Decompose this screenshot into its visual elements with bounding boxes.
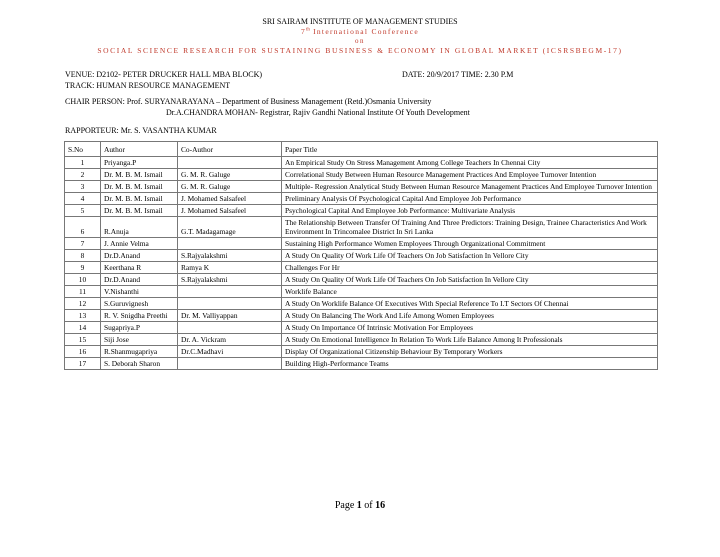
page-footer — [0, 500, 720, 511]
cell-paper-title: Display Of Organizational Citizenship Behaviour By Temporary Workers — [282, 346, 658, 358]
cell-sno: 17 — [65, 358, 101, 370]
cell-sno: 11 — [65, 286, 101, 298]
table-header-row — [65, 142, 658, 157]
cell-paper-title: Correlational Study Between Human Resource Management Practices And Employee Turnover Intention — [282, 169, 658, 181]
cell-sno: 10 — [65, 274, 101, 286]
page-word: Page — [334, 500, 355, 511]
papers-table — [64, 141, 658, 370]
cell-sno: 9 — [65, 262, 101, 274]
chair-person-line-2: Dr.A.CHANDRA MOHAN- Registrar, Rajiv Gandhi National Institute Of Youth Development — [166, 108, 470, 117]
cell-author: Dr. M. B. M. Ismail — [101, 193, 178, 205]
cell-coauthor: G. M. R. Galuge — [178, 169, 282, 181]
chair-person-line: CHAIR PERSON: Prof. SURYANARAYANA – Department of Business Management (Retd.)Osmania University — [65, 97, 432, 106]
cell-paper-title: Challenges For Hr — [282, 262, 658, 274]
track-line: TRACK: HUMAN RESOURCE MANAGEMENT — [65, 81, 231, 90]
table-row — [65, 217, 658, 238]
cell-author: Sugapriya.P — [101, 322, 178, 334]
cell-sno: 16 — [65, 346, 101, 358]
cell-paper-title: The Relationship Between Transfer Of Training And Three Predictors: Training Design, Trainee Characteristics And Work Environment In Trincomalee District In Sri Lanka — [282, 217, 658, 238]
cell-coauthor — [178, 298, 282, 310]
table-row — [65, 334, 658, 346]
cell-paper-title: A Study On Importance Of Intrinsic Motivation For Employees — [282, 322, 658, 334]
cell-sno: 13 — [65, 310, 101, 322]
cell-coauthor: G.T. Madagamage — [178, 217, 282, 238]
cell-author: R.Shanmugapriya — [101, 346, 178, 358]
cell-coauthor: Dr. A. Vickram — [178, 334, 282, 346]
cell-paper-title: Psychological Capital And Employee Job Performance: Multivariate Analysis — [282, 205, 658, 217]
table-row — [65, 181, 658, 193]
cell-author: Dr. M. B. M. Ismail — [101, 169, 178, 181]
conference-number-suffix: th — [306, 27, 310, 33]
cell-coauthor: J. Mohamed Salsafeel — [178, 193, 282, 205]
cell-sno: 1 — [65, 157, 101, 169]
cell-paper-title: A Study On Worklife Balance Of Executives With Special Reference To I.T Sectors Of Chennai — [282, 298, 658, 310]
cell-sno: 6 — [65, 217, 101, 238]
table-row — [65, 298, 658, 310]
cell-coauthor: S.Rajyalakshmi — [178, 274, 282, 286]
cell-author: Dr. M. B. M. Ismail — [101, 205, 178, 217]
conference-label: International Conference — [309, 27, 420, 36]
cell-author: Dr.D.Anand — [101, 274, 178, 286]
cell-sno: 4 — [65, 193, 101, 205]
table-row — [65, 157, 658, 169]
cell-author: S. Deborah Sharon — [101, 358, 178, 370]
date-time-line: DATE: 20/9/2017 TIME: 2.30 P.M — [402, 70, 514, 79]
cell-author: R.Anuja — [101, 217, 178, 238]
cell-author: Keerthana R — [101, 262, 178, 274]
header-coauthor: Co-Author — [178, 142, 282, 157]
table-row — [65, 250, 658, 262]
cell-sno: 2 — [65, 169, 101, 181]
cell-paper-title: Worklife Balance — [282, 286, 658, 298]
table-row — [65, 262, 658, 274]
cell-coauthor — [178, 157, 282, 169]
cell-paper-title: A Study On Emotional Intelligence In Relation To Work Life Balance Among It Professionals — [282, 334, 658, 346]
cell-author: Priyanga.P — [101, 157, 178, 169]
cell-sno: 8 — [65, 250, 101, 262]
table-row — [65, 169, 658, 181]
cell-coauthor: S.Rajyalakshmi — [178, 250, 282, 262]
cell-paper-title: Preliminary Analysis Of Psychological Capital And Employee Job Performance — [282, 193, 658, 205]
conference-on: on — [355, 37, 365, 45]
table-row — [65, 238, 658, 250]
cell-author: J. Annie Velma — [101, 238, 178, 250]
cell-coauthor — [178, 322, 282, 334]
cell-sno: 15 — [65, 334, 101, 346]
cell-author: S.Guruvignesh — [101, 298, 178, 310]
table-row — [65, 346, 658, 358]
cell-coauthor: G. M. R. Galuge — [178, 181, 282, 193]
cell-paper-title: An Empirical Study On Stress Management Among College Teachers In Chennai City — [282, 157, 658, 169]
cell-sno: 3 — [65, 181, 101, 193]
cell-coauthor: Ramya K — [178, 262, 282, 274]
cell-paper-title: Building High-Performance Teams — [282, 358, 658, 370]
cell-paper-title: A Study On Quality Of Work Life Of Teachers On Job Satisfaction In Vellore City — [282, 250, 658, 262]
cell-coauthor: Dr.C.Madhavi — [178, 346, 282, 358]
cell-sno: 14 — [65, 322, 101, 334]
cell-author: Dr.D.Anand — [101, 250, 178, 262]
table-row — [65, 205, 658, 217]
cell-author: Siji Jose — [101, 334, 178, 346]
table-row — [65, 274, 658, 286]
header-author: Author — [101, 142, 178, 157]
rapporteur-line: RAPPORTEUR: Mr. S. VASANTHA KUMAR — [65, 126, 217, 135]
institute-name: SRI SAIRAM INSTITUTE OF MANAGEMENT STUDIES — [262, 17, 458, 26]
cell-paper-title: A Study On Quality Of Work Life Of Teachers On Job Satisfaction In Vellore City — [282, 274, 658, 286]
cell-author: V.Nishanthi — [101, 286, 178, 298]
cell-sno: 5 — [65, 205, 101, 217]
cell-coauthor — [178, 286, 282, 298]
cell-paper-title: Sustaining High Performance Women Employees Through Organizational Commitment — [282, 238, 658, 250]
conference-title — [0, 27, 720, 36]
total-pages: 16 — [375, 500, 386, 511]
table-row — [65, 358, 658, 370]
cell-sno: 12 — [65, 298, 101, 310]
header-sno: S.No — [65, 142, 101, 157]
cell-coauthor: Dr. M. Valliyappan — [178, 310, 282, 322]
cell-paper-title: A Study On Balancing The Work And Life Among Women Employees — [282, 310, 658, 322]
of-word: of — [364, 500, 373, 511]
page-number: 1 — [356, 500, 362, 511]
cell-sno: 7 — [65, 238, 101, 250]
table-row — [65, 286, 658, 298]
cell-coauthor — [178, 238, 282, 250]
header-paper-title: Paper Title — [282, 142, 658, 157]
table-row — [65, 193, 658, 205]
table-row — [65, 310, 658, 322]
conference-number: 7 — [300, 27, 307, 36]
table-row — [65, 322, 658, 334]
venue-line: VENUE: D2102- PETER DRUCKER HALL MBA BLOCK) — [65, 70, 263, 79]
cell-paper-title: Multiple- Regression Analytical Study Between Human Resource Management Practices And Employee Turnover Intention — [282, 181, 658, 193]
cell-coauthor — [178, 358, 282, 370]
cell-author: Dr. M. B. M. Ismail — [101, 181, 178, 193]
cell-author: R. V. Snigdha Preethi — [101, 310, 178, 322]
cell-coauthor: J. Mohamed Salsafeel — [178, 205, 282, 217]
conference-theme: SOCIAL SCIENCE RESEARCH FOR SUSTAINING BUSINESS & ECONOMY IN GLOBAL MARKET (ICSRSBEGM-17) — [97, 46, 623, 55]
